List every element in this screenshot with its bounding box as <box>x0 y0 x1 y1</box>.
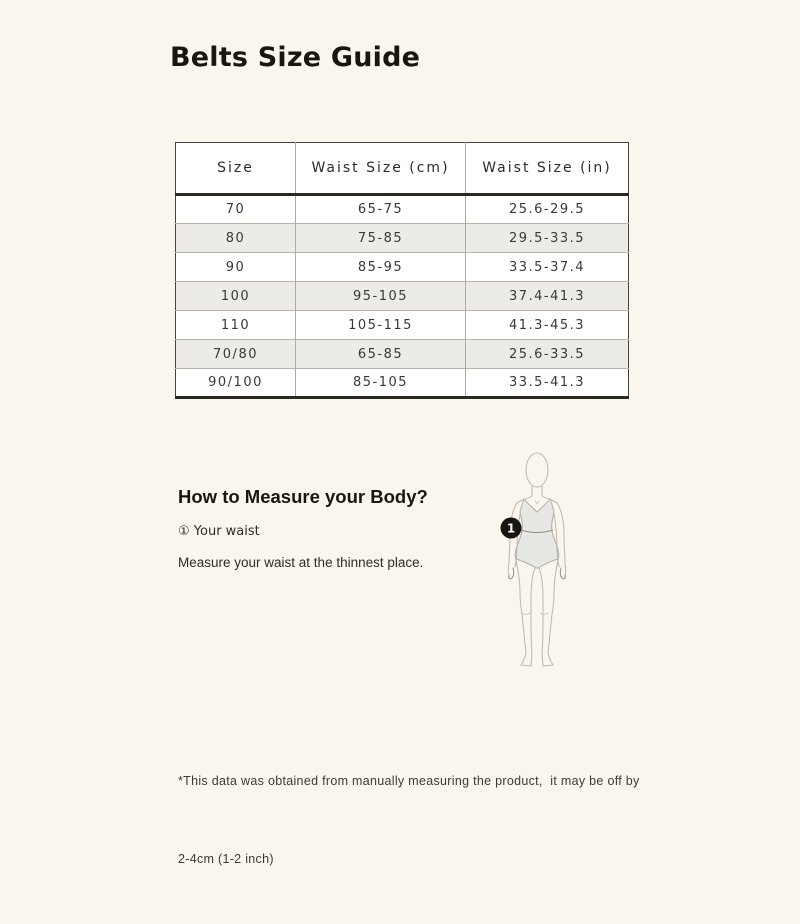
column-header-waist-in: Waist Size (in) <box>466 143 629 195</box>
column-header-size: Size <box>176 143 296 195</box>
table-row <box>176 224 629 253</box>
page-title: Belts Size Guide <box>170 42 421 73</box>
measure-heading: How to Measure your Body? <box>178 486 428 507</box>
left-foot <box>521 653 532 666</box>
swimsuit <box>515 499 559 568</box>
table-row <box>176 369 629 398</box>
step-1-description: Measure your waist at the thinnest place. <box>178 555 424 570</box>
left-hand <box>509 568 514 579</box>
cell-waist-cm: 105-115 <box>296 311 466 340</box>
right-leg-inner-outline <box>539 568 543 653</box>
footnote-line-2: 2-4cm (1-2 inch) <box>178 852 274 866</box>
column-header-waist-cm: Waist Size (cm) <box>296 143 466 195</box>
footnote-line-1: *This data was obtained from manually measuring the product, it may be off by <box>178 774 640 788</box>
cell-waist-in: 41.3-45.3 <box>466 311 629 340</box>
cell-waist-cm: 75-85 <box>296 224 466 253</box>
left-leg-inner-outline <box>531 568 535 653</box>
cell-size: 100 <box>176 282 296 311</box>
size-table-header <box>176 143 629 195</box>
header-row <box>176 143 629 195</box>
table-row <box>176 282 629 311</box>
right-leg-outline <box>548 560 558 653</box>
head-outline <box>526 453 548 487</box>
footnote <box>178 716 656 924</box>
cell-waist-cm: 65-75 <box>296 195 466 224</box>
cell-size: 90 <box>176 253 296 282</box>
left-leg-outline <box>516 560 526 653</box>
cell-size: 70 <box>225 202 246 217</box>
waist-badge-number: 1 <box>506 521 516 536</box>
cell-waist-in: 37.4-41.3 <box>466 282 629 311</box>
right-knee-mark <box>540 613 548 615</box>
cell-waist-in: 29.5-33.5 <box>466 224 629 253</box>
table-row <box>176 340 629 369</box>
body-figure <box>496 446 580 674</box>
cell-size: 80 <box>176 224 296 253</box>
cell-waist-in: 25.6-33.5 <box>466 340 629 369</box>
cell-waist-cm: 85-105 <box>296 369 466 398</box>
step-1-label: ① Your waist <box>178 524 260 539</box>
size-table-container <box>175 142 628 399</box>
table-row <box>176 195 629 224</box>
body-figure-illustration <box>496 446 580 674</box>
right-hand <box>560 568 565 579</box>
cell-waist-cm: 65-85 <box>296 340 466 369</box>
right-foot <box>542 653 553 666</box>
size-table-body <box>176 195 629 398</box>
cell-size: 70/80 <box>176 340 296 369</box>
cell-waist-cm: 95-105 <box>296 282 466 311</box>
collar-mark <box>535 501 539 504</box>
cell-waist-cm: 85-95 <box>296 253 466 282</box>
left-knee-mark <box>522 613 530 615</box>
table-row <box>176 253 629 282</box>
cell-waist-in: 25.6-29.5 <box>466 195 629 224</box>
table-row <box>176 311 629 340</box>
cell-waist-in: 33.5-41.3 <box>466 369 629 398</box>
cell-size: 110 <box>176 311 296 340</box>
cell-waist-in: 33.5-37.4 <box>466 253 629 282</box>
cell-size: 90/100 <box>176 369 296 398</box>
size-table <box>175 142 629 399</box>
